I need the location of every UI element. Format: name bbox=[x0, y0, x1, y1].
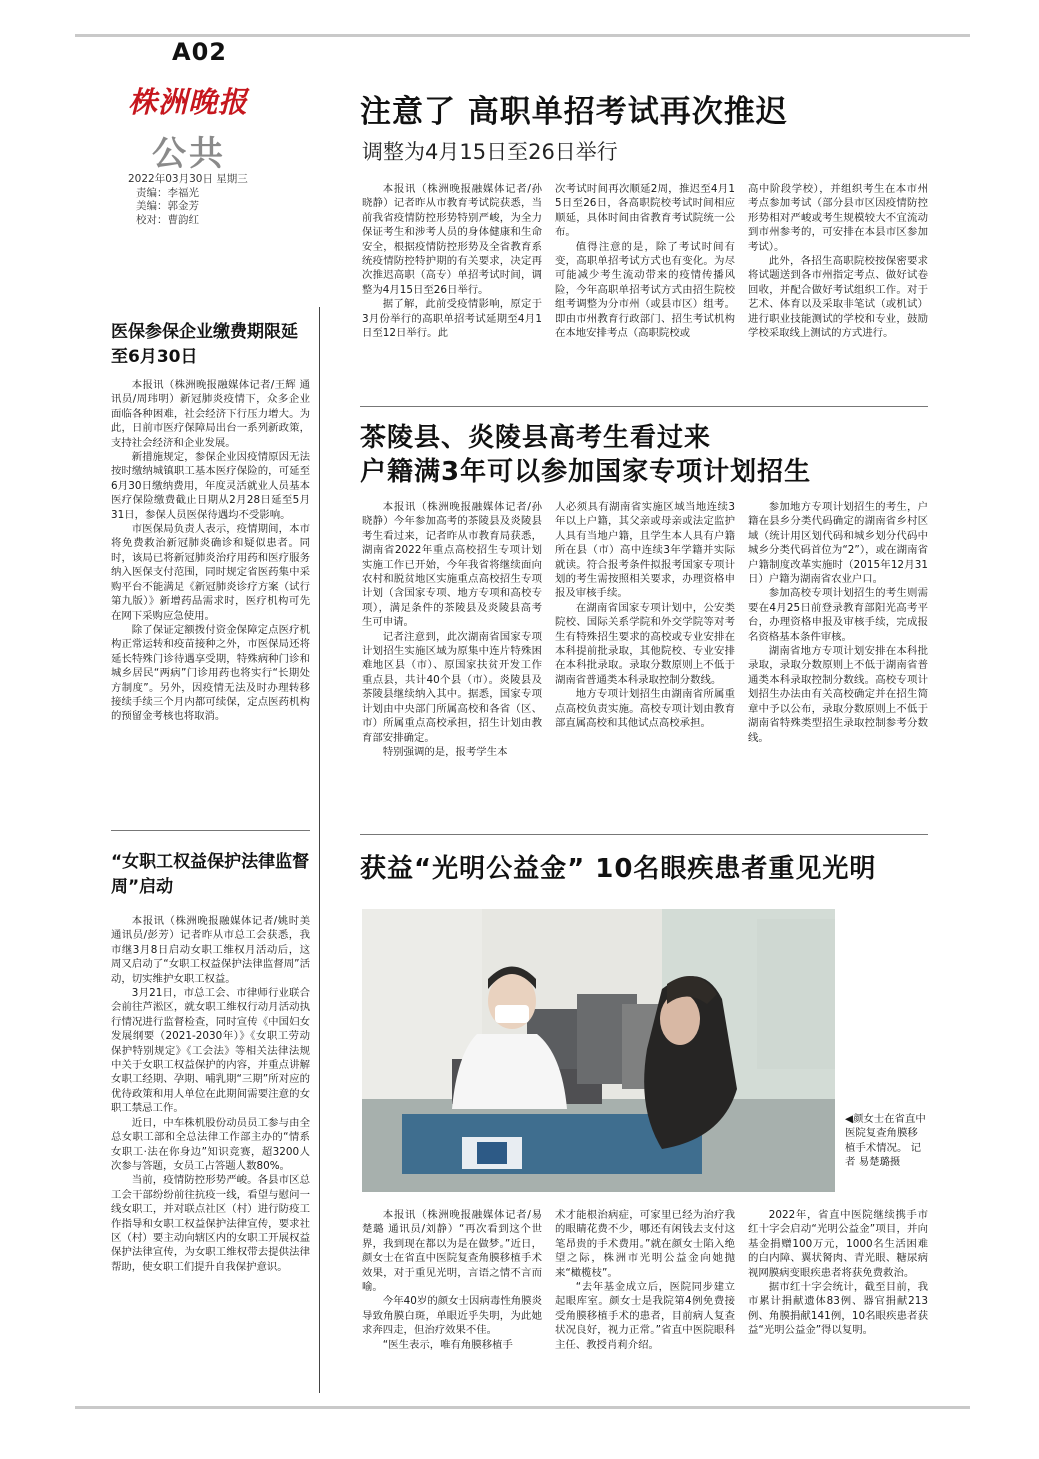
paragraph: 湖南省地方专项计划安排在本科批录取，录取分数原则上不低于湖南省普通类本科录取控制分数线。高校专项计划招生办法由有关高校确定并在招生简章中予以公布，录取分数原则上不低于湖南省特殊类型招生录取控制参考分数线。 bbox=[748, 645, 928, 744]
paragraph: 特别强调的是，报考学生本 bbox=[382, 745, 508, 758]
article2-column-1 bbox=[362, 500, 542, 759]
side1-headline: 医保参保企业缴费期限延至6月30日 bbox=[111, 322, 298, 367]
article3-column-2 bbox=[555, 1208, 735, 1352]
paragraph: 据了解，此前受疫情影响，原定于3月份举行的高职单招考试延期至4月1日至12日举行。此 bbox=[362, 298, 542, 340]
article2-headline-line1: 茶陵县、炎陵县高考生看过来 bbox=[360, 423, 712, 453]
sidebar-rule bbox=[111, 830, 310, 831]
paragraph: 人必须具有湖南省实施区域当地连续3年以上户籍，其父亲或母亲或法定监护人具有当地户籍，且学生本人具有户籍所在县（市）高中连续3年学籍并实际就读。符合报考条件拟报考国家专项计划的考生需按照相关要求，办理资格申报及审核手续。 bbox=[555, 501, 735, 600]
issue-date: 2022年03月30日 星期三 bbox=[128, 173, 248, 185]
article1-column-3 bbox=[748, 182, 928, 340]
photo-caption: ◀颜女士在省直中医院复查角膜移植手术情况。 记者 易楚璐摄 bbox=[845, 1113, 926, 1169]
paragraph: 此外，各招生高职院校按保密要求将试题送到各市州指定考点、做好试卷回收，并配合做好考试组织工作。对于艺术、体育以及采取非笔试（或机试）进行职业技能测试的学校和专业，鼓励学校采取线上测试的方式进行。 bbox=[748, 255, 928, 340]
paragraph: “医生表示，唯有角膜移植手 bbox=[382, 1338, 513, 1351]
side2-headline: “女职工权益保护法律监督周”启动 bbox=[111, 852, 310, 897]
designer-credit: 美编：郭金芳 bbox=[136, 200, 199, 212]
side1-body bbox=[111, 378, 310, 724]
paragraph: 次考试时间再次顺延2周，推迟至4月15日至26日，各高职院校考试时间相应顺延，具体时间由省教育考试院统一公布。 bbox=[555, 183, 735, 239]
section-rule bbox=[360, 834, 928, 835]
eye-exam-photo bbox=[362, 909, 835, 1192]
paragraph: 术才能根治病症，可家里已经为治疗我的眼睛花费不少，哪还有闲钱去支付这笔昂贵的手术费用。”就在颜女士陷入绝望之际，株洲市光明公益金向她抛来“橄榄枝”。 bbox=[555, 1209, 735, 1279]
paragraph: 今年40岁的颜女士因病毒性角膜炎导致角膜白斑，单眼近乎失明，为此她求奔四走，但治疗效果不佳。 bbox=[362, 1295, 542, 1337]
section-rule bbox=[360, 406, 928, 407]
paragraph: 本报讯（株洲晚报融媒体记者/易楚璐 通讯员/刘静）“再次看到这个世界，我到现在都以为是在做梦。”近日，颜女士在省直中医院复查角膜移植手术效果，对于重见光明，言语之情不言而喻。 bbox=[362, 1209, 542, 1294]
newspaper-logo: 株洲晚报 bbox=[128, 85, 249, 119]
paragraph: 2022年，省直中医院继续携手市红十字会启动“光明公益金”项目，并向基金捐赠100万元，1000名生活困难的白内障、翼状胬肉、青光眼、糖尿病视网膜病变眼疾患者将获免费救治。 bbox=[748, 1209, 928, 1279]
bottom-rule bbox=[75, 1406, 970, 1409]
article1-column-1 bbox=[362, 182, 542, 340]
top-rule bbox=[75, 34, 970, 37]
paragraph: 本报讯（株洲晚报融媒体记者/孙晓静）记者昨从市教育考试院获悉，当前我省疫情防控形势特别严峻，为全力保证考生和涉考人员的身体健康和生命安全，根据疫情防控形势及全省教育系统疫情防控特护期的有关要求，决定再次推迟高职（高专）单招考试时间，调整为4月15日至26日举行。 bbox=[362, 183, 542, 296]
paragraph: 值得注意的是，除了考试时间有变，高职单招考试方式也有变化。为尽可能减少考生流动带来的疫情传播风险，今年高职单招考试方式由招生院校组考调整为分市州（或县市区）组考。即由市州教育行政部门、招生考试机构在本地安排考点（高职院校或 bbox=[555, 240, 735, 340]
paragraph: “去年基金成立后，医院同步建立起眼库室。颜女士是我院第4例免费接受角膜移植手术的患者，目前病人复查状况良好，视力正常。”省直中医院眼科主任、教授肖莉介绍。 bbox=[555, 1281, 735, 1351]
section-name: 公共 bbox=[152, 134, 226, 174]
paragraph: 参加地方专项计划招生的考生，户籍在县乡分类代码确定的湖南省乡村区域（统计用区划代码和城乡划分代码中城乡分类代码首位为“2”），或在湖南省户籍制度改革实施时（2015年12月31日）户籍为湖南省农业户口。 bbox=[748, 501, 928, 586]
article2-headline-line2: 户籍满3年可以参加国家专项计划招生 bbox=[360, 457, 812, 487]
paragraph: 新措施规定，参保企业因疫情原因无法按时缴纳城镇职工基本医疗保险的，可延至6月30日缴纳费用，年度灵活就业人员基本医疗保险缴费截止日期从2月28日延至5月31日，参保人员医保待遇均不受影响。 bbox=[111, 451, 310, 521]
paragraph: 记者注意到，此次湖南省国家专项计划招生实施区域为原集中连片特殊困难地区县（市）、原国家扶贫开发工作重点县，共计40个县（市）。炎陵县及茶陵县继续纳入其中。据悉，国家专项计划由中央部门所属高校和各省（区、市）所属重点高校承担，招生计划由教育部安排确定。 bbox=[362, 630, 542, 744]
paragraph: 本报讯（株洲晚报融媒体记者/孙晓静）今年参加高考的茶陵县及炎陵县考生看过来，记者昨从市教育局获悉，湖南省2022年重点高校招生专项计划实施工作已开始，今年我省将继续面向农村和脱贫地区实施重点高校招生专项计划（含国家专项、地方专项和高校专项），满足条件的茶陵县及炎陵县高考生可申请。 bbox=[362, 501, 542, 629]
column-divider bbox=[319, 307, 320, 1393]
page-number: A02 bbox=[172, 38, 227, 66]
article2-column-2 bbox=[555, 500, 735, 731]
paragraph: 参加高校专项计划招生的考生则需要在4月25日前登录教育部阳光高考平台，办理资格申报及审核手续，完成报名资格基本条件审核。 bbox=[748, 587, 928, 643]
side2-body bbox=[111, 914, 310, 1274]
article1-headline: 注意了 高职单招考试再次推迟 bbox=[360, 94, 788, 130]
article3-headline: 获益“光明公益金” 10名眼疾患者重见光明 bbox=[360, 854, 877, 884]
article3-column-1 bbox=[362, 1208, 542, 1352]
article1-column-2 bbox=[555, 182, 735, 340]
article1-subheadline: 调整为4月15日至26日举行 bbox=[362, 140, 618, 164]
editor-credit: 责编：李福光 bbox=[136, 186, 199, 199]
paragraph: 本报讯（株洲晚报融媒体记者/姚时美 通讯员/彭芳）记者昨从市总工会获悉，我市继3月8日启动女职工维权月活动后，这周又启动了“女职工权益保护法律监督周”活动，切实维护女职工权益。 bbox=[111, 915, 310, 985]
paragraph: 市医保局负责人表示，疫情期间，本市将免费救治新冠肺炎确诊和疑似患者。同时，该局已将新冠肺炎治疗用药和医疗服务纳入医保支付范围，同时规定省医药集中采购平台不能满足《新冠肺炎诊疗方案（试行第九版）》新增药品需求时，医疗机构可先在网下采购应急使用。 bbox=[111, 523, 310, 622]
paragraph: 本报讯（株洲晚报融媒体记者/王辉 通讯员/周玮明）新冠肺炎疫情下，众多企业面临各种困难，社会经济下行压力增大。为此，日前市医疗保障局出台一系列新政策，支持社会经济和企业发展。 bbox=[111, 379, 310, 449]
article3-column-3 bbox=[748, 1208, 928, 1338]
paragraph: 近日，中车株机股份动员员工参与由全总女职工部和全总法律工作部主办的“情系女职工·法在你身边”知识竞赛，超3200人次参与答题，女员工占答题人数80%。 bbox=[111, 1116, 310, 1172]
paragraph: 除了保证定额拨付资金保障定点医疗机构正常运转和疫苗接种之外，市医保局还将延长特殊门诊待遇享受期，特殊病种门诊和城乡居民“两病”门诊用药也将实行“长期处方制度”。另外，因疫情无法及时办理转移接续手续三个月内都可续保，定点医药机构的预留金考核也将取消。 bbox=[111, 623, 310, 723]
paragraph: 地方专项计划招生由湖南省所属重点高校负责实施。高校专项计划由教育部直属高校和其他试点高校承担。 bbox=[555, 688, 735, 730]
photo-illustration bbox=[362, 909, 835, 1192]
proofreader-credit: 校对：曹韵红 bbox=[136, 213, 199, 226]
paragraph: 在湖南省国家专项计划中，公安类院校、国际关系学院和外交学院等对考生有特殊招生要求的高校或专业安排在本科提前批录取，其他院校、专业安排在本科批录取。录取分数原则上不低于湖南省普通类本科录取控制分数线。 bbox=[555, 601, 735, 686]
edition-info bbox=[128, 173, 248, 227]
article2-column-3 bbox=[748, 500, 928, 745]
paragraph: 3月21日，市总工会、市律师行业联合会前往芦淞区，就女职工维权行动月活动执行情况进行监督检查，同时宣传《中国妇女发展纲要（2021-2030年）》《女职工劳动保护特别规定》《工会法》等相关法律法规中关于女职工权益保护的内容，并重点讲解女职工经期、孕期、哺乳期“三期”所对应的优待政策和用人单位在此期间需要注意的女职工禁忌工作。 bbox=[111, 987, 310, 1115]
paragraph: 当前，疫情防控形势严峻。各县市区总工会干部纷纷前往抗疫一线，看望与慰问一线女职工，并对联点社区（村）进行防疫工作指导和女职工权益保护法律宣传，要求社区（村）要主动向辖区内的女职工开展权益保护法律宣传，为女职工维权带去提供法律帮助，使女职工们提升自我保护意识。 bbox=[111, 1174, 310, 1273]
paragraph: 高中阶段学校），并组织考生在本市州考点参加考试（部分县市区因疫情防控形势相对严峻或考生规模较大不宜流动到市州参考的，可安排在本县市区参加考试）。 bbox=[748, 183, 928, 253]
paragraph: 据市红十字会统计，截至目前，我市累计捐献遗体83例、器官捐献213例、角膜捐献141例，10名眼疾患者获益“光明公益金”得以复明。 bbox=[748, 1281, 928, 1337]
